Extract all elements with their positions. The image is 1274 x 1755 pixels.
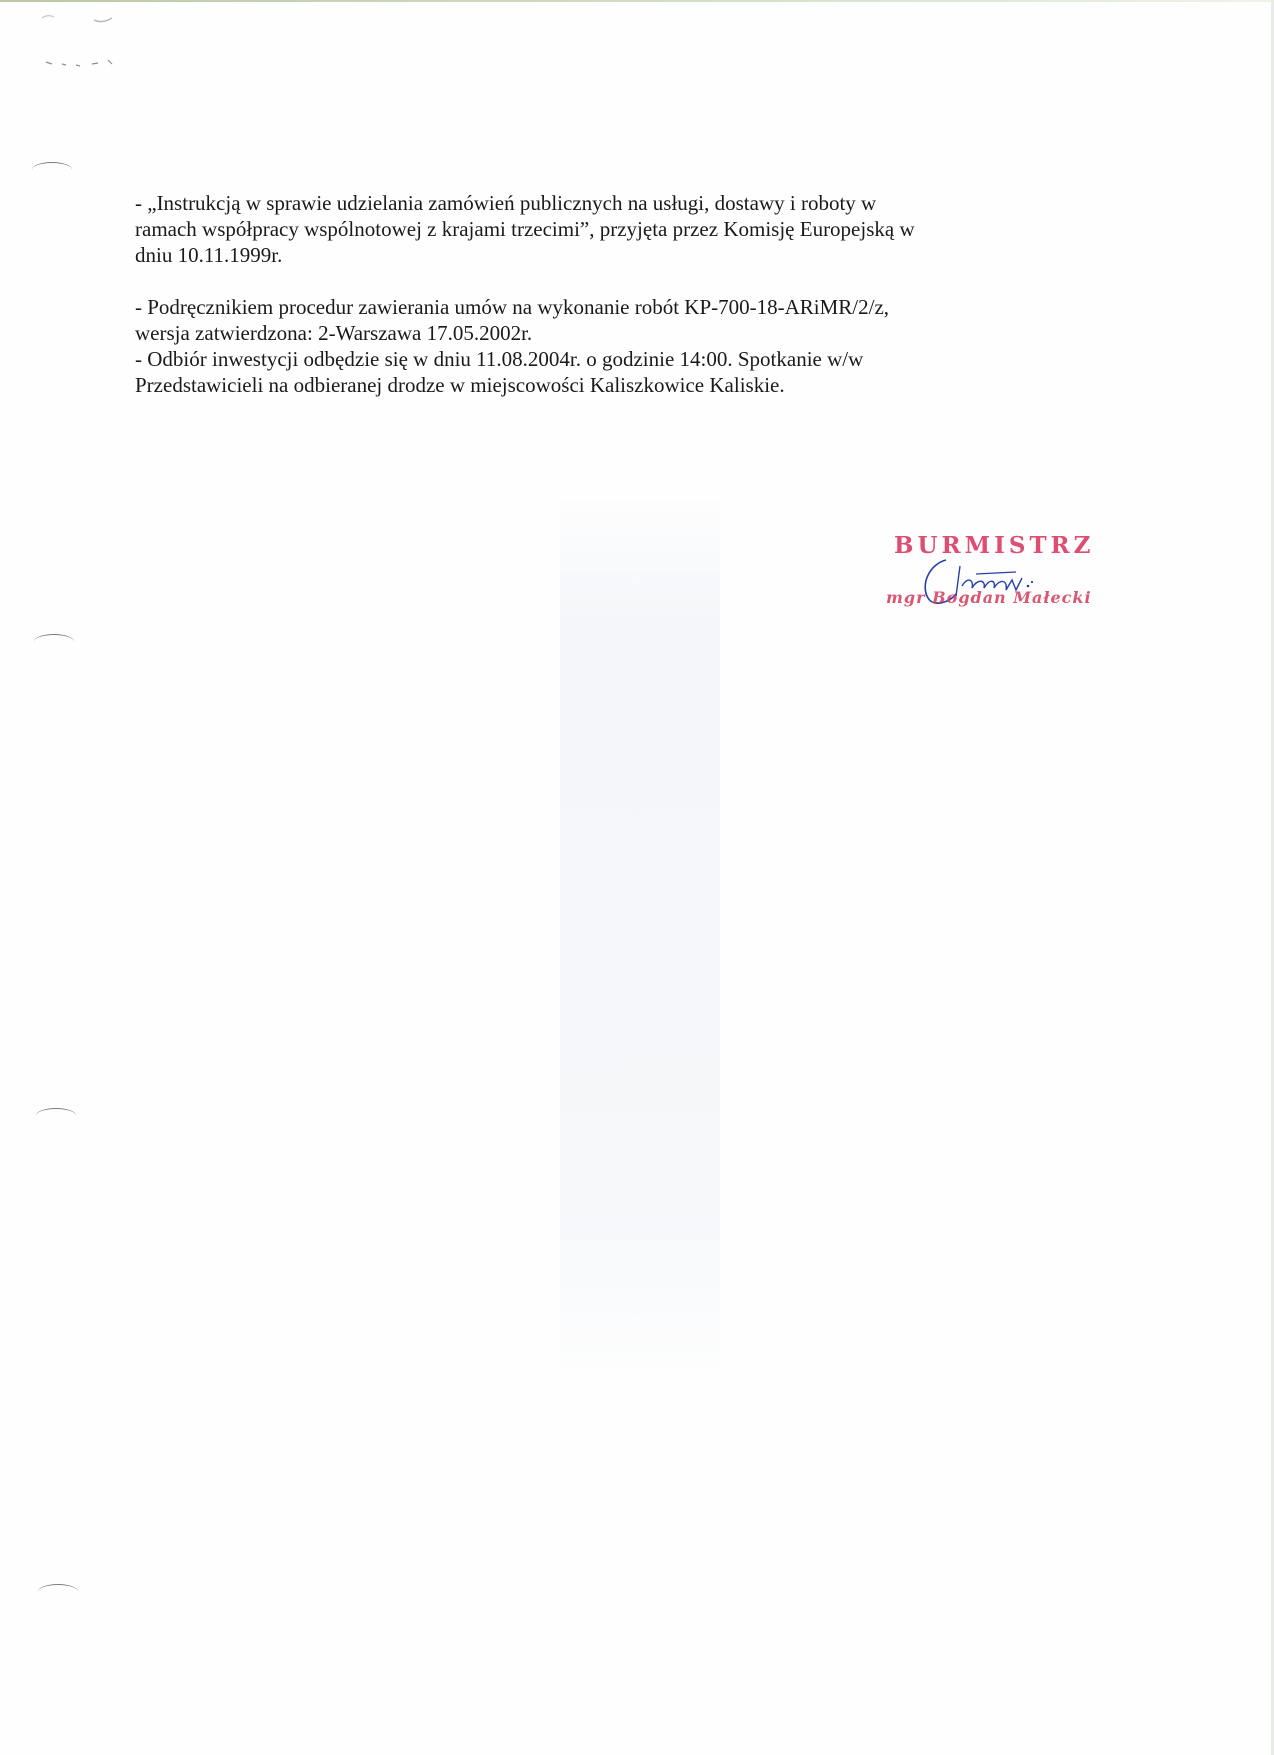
paragraph-podrecznik — [135, 294, 1095, 398]
mayor-stamp — [880, 532, 1110, 632]
text-line: ramach współpracy wspólnotowej z krajami trzecimi”, przyjęta przez Komisję Europejską w — [135, 217, 915, 241]
punch-hole-mark — [36, 1108, 76, 1123]
scan-top-edge — [0, 0, 1274, 2]
punch-hole-mark — [34, 634, 74, 649]
text-line: wersja zatwierdzona: 2-Warszawa 17.05.2002r. — [135, 321, 533, 345]
text-line: - Podręcznikiem procedur zawierania umów na wykonanie robót KP-700-18-ARiMR/2/z, — [135, 295, 890, 319]
punch-hole-mark — [32, 162, 72, 177]
text-line: - „Instrukcją w sprawie udzielania zamówień publicznych na usługi, dostawy i roboty w — [135, 191, 877, 215]
document-body — [135, 190, 1095, 398]
paragraph-instrukcja — [135, 190, 1095, 268]
scan-smudge-top-left — [40, 10, 130, 70]
text-line: dniu 10.11.1999r. — [135, 243, 283, 267]
stamp-title: BURMISTRZ — [894, 532, 1095, 559]
text-line: Przedstawicieli na odbieranej drodze w miejscowości Kaliszkowice Kaliskie. — [135, 373, 785, 397]
scan-shadow — [560, 490, 720, 1390]
text-line: - Odbiór inwestycji odbędzie się w dniu 11.08.2004r. o godzinie 14:00. Spotkanie w/w — [135, 347, 864, 371]
stamp-name: mgr Bogdan Małecki — [886, 588, 1092, 607]
punch-hole-mark — [38, 1584, 78, 1599]
